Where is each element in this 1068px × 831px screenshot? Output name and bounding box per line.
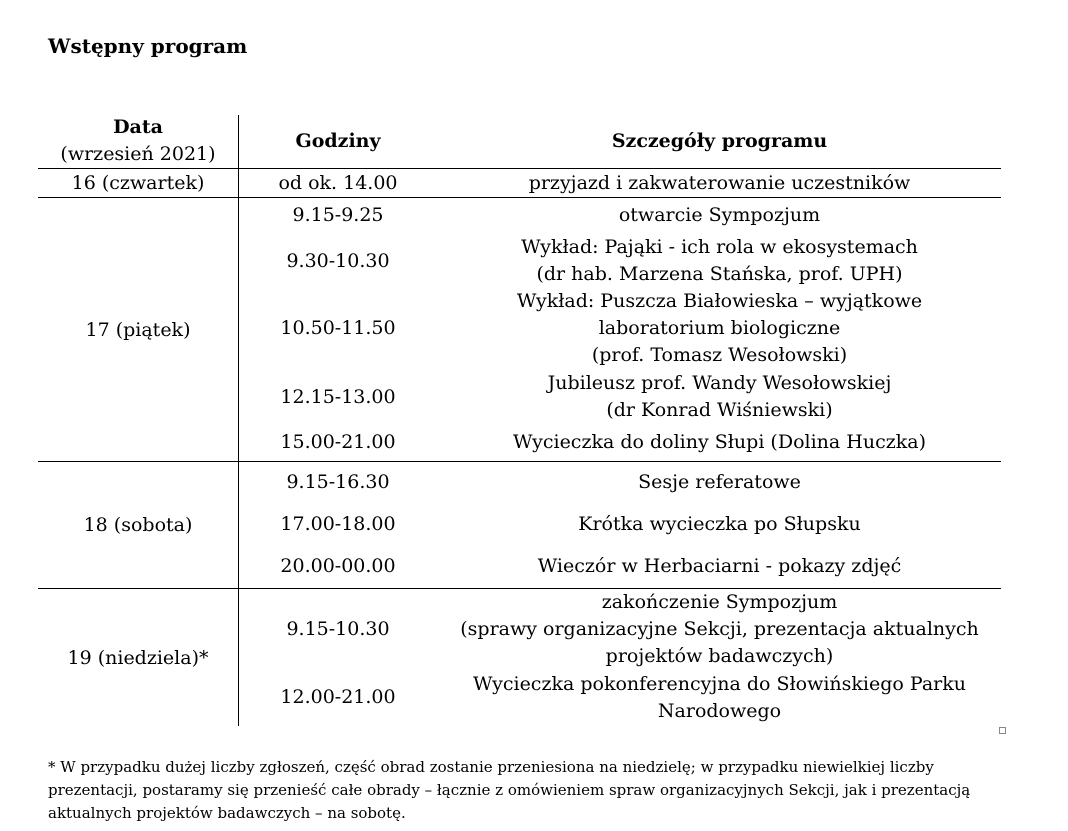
event-description: zakończenie Sympozjum [601, 591, 838, 613]
day-label: 16 (czwartek) [71, 171, 205, 194]
event-description: Wycieczka do doliny Słupi (Dolina Huczka) [513, 431, 926, 453]
event-time: 9.15-9.25 [292, 204, 384, 226]
event-time: 15.00-21.00 [280, 431, 396, 453]
event-time: od ok. 14.00 [278, 171, 398, 194]
footnote: * W przypadku dużej liczby zgłoszeń, część obrad zostanie przeniesiona na niedzielę; w przypadku niewielkiej liczby prezentacji, postaramy się przenieść całe obrady – łącznie z omówieniem spraw organizacyjnych Sekcji, jak i prezentacją aktualnych projektów badawczych – na sobotę. [48, 758, 971, 822]
event-time: 12.00-21.00 [280, 686, 396, 708]
event-description: laboratorium biologiczne [598, 317, 841, 339]
event-description: projektów badawczych) [605, 645, 834, 667]
event-description: Narodowego [657, 700, 782, 722]
event-time: 17.00-18.00 [280, 513, 396, 535]
event-time: 9.15-16.30 [286, 471, 390, 493]
event-description: Jubileusz prof. Wandy Wesołowskiej [547, 372, 892, 394]
event-time: 9.30-10.30 [286, 250, 390, 272]
event-description: Wykład: Pająki - ich rola w ekosystemach [521, 236, 918, 258]
day-label: 19 (niedziela)* [67, 646, 209, 669]
header-date-subtitle: (wrzesień 2021) [60, 143, 216, 165]
page-title: Wstępny program [48, 34, 248, 58]
event-description: (dr hab. Marzena Stańska, prof. UPH) [536, 263, 903, 285]
event-description: Krótka wycieczka po Słupsku [578, 513, 861, 535]
header-hours: Godziny [295, 130, 381, 152]
event-time: 12.15-13.00 [280, 386, 396, 408]
event-description: Wykład: Puszcza Białowieska – wyjątkowe [516, 290, 923, 312]
event-time: 10.50-11.50 [280, 317, 396, 339]
event-description: Sesje referatowe [638, 471, 801, 493]
event-description: (dr Konrad Wiśniewski) [606, 399, 833, 421]
event-description: otwarcie Sympozjum [618, 204, 821, 226]
event-description: Wycieczka pokonferencyjna do Słowińskiego Parku [473, 673, 966, 695]
header-date: Data [113, 116, 163, 138]
event-time: 9.15-10.30 [286, 618, 390, 640]
event-time: 20.00-00.00 [280, 555, 396, 577]
row-divider [38, 197, 1001, 198]
day-label: 18 (sobota) [83, 513, 193, 536]
table-resize-handle [999, 727, 1006, 734]
event-description: (prof. Tomasz Wesołowski) [591, 344, 848, 366]
day-label: 17 (piątek) [85, 318, 191, 341]
event-description: przyjazd i zakwaterowanie uczestników [528, 171, 911, 194]
event-description: Wieczór w Herbaciarni - pokazy zdjęć [537, 555, 902, 577]
event-description: (sprawy organizacyjne Sekcji, prezentacja aktualnych [460, 618, 979, 640]
header-details: Szczegóły programu [611, 130, 828, 152]
row-divider [38, 461, 1001, 462]
